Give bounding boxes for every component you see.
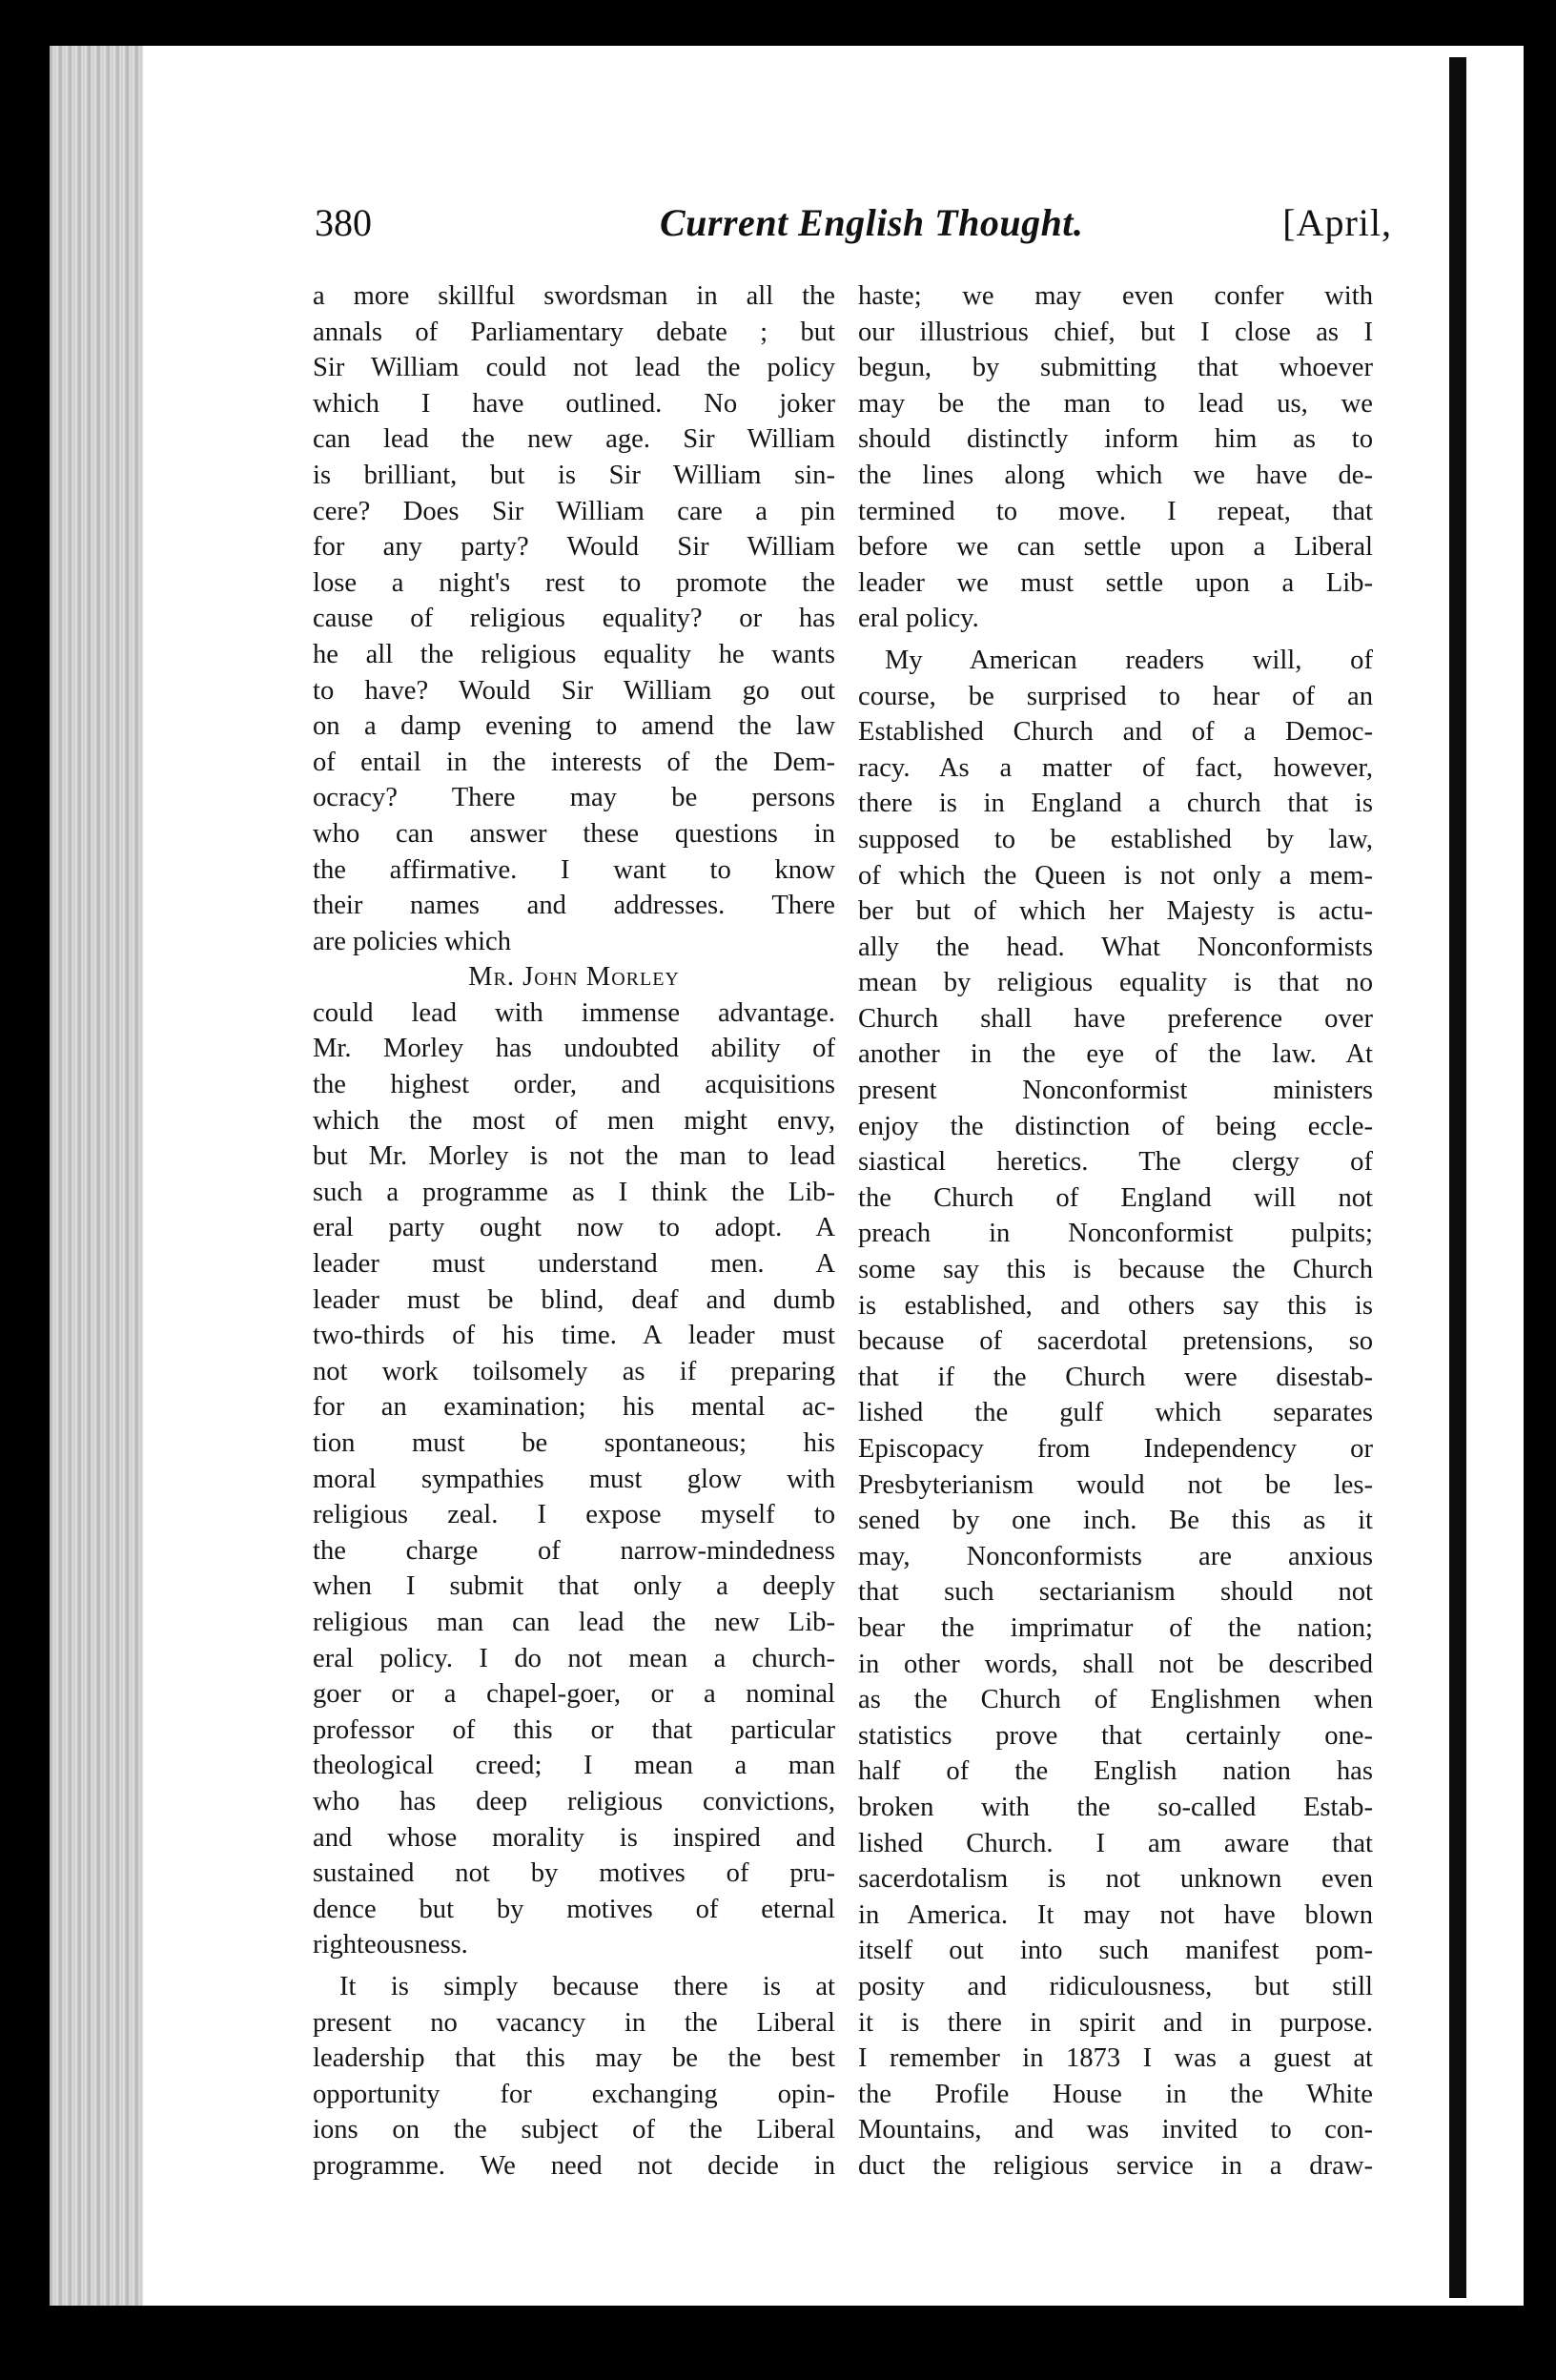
text-line: Mr. Morley has undoubted ability of (313, 1034, 835, 1064)
facing-page-edge (1466, 46, 1524, 2306)
text-line: moral sympathies must glow with (313, 1464, 835, 1494)
text-line: ions on the subject of the Liberal (313, 2115, 835, 2145)
text-line: dence but by motives of eternal (313, 1894, 835, 1924)
text-line: the charge of narrow-mindedness (313, 1535, 835, 1566)
text-line: lose a night's rest to promote the (313, 567, 835, 598)
text-line: which I have outlined. No joker (313, 388, 835, 419)
text-line: the Church of England will not (858, 1182, 1373, 1213)
text-line: but Mr. Morley is not the man to lead (313, 1141, 835, 1172)
text-line: there is in England a church that is (858, 789, 1373, 819)
text-line: the Profile House in the White (858, 2079, 1373, 2109)
text-line: the highest order, and acquisitions (313, 1070, 835, 1100)
text-line: supposed to be established by law, (858, 824, 1373, 854)
text-line: mean by religious equality is that no (858, 968, 1373, 998)
text-line: eral policy. I do not mean a church- (313, 1643, 835, 1673)
text-line: theological creed; I mean a man (313, 1751, 835, 1781)
text-line: religious zeal. I expose myself to (313, 1500, 835, 1530)
text-line: some say this is because the Church (858, 1255, 1373, 1285)
text-line: to have? Would Sir William go out (313, 675, 835, 706)
text-line: the lines along which we have de- (858, 460, 1373, 490)
text-line: who has deep religious convictions, (313, 1786, 835, 1816)
text-line: Episcopacy from Independency or (858, 1434, 1373, 1464)
running-date: [April, (1282, 201, 1392, 244)
text-line: in other words, shall not be described (858, 1649, 1373, 1679)
text-line: goer or a chapel-goer, or a nominal (313, 1679, 835, 1710)
text-line: is brilliant, but is Sir William sin- (313, 460, 835, 490)
text-line: ber but of which her Majesty is actu- (858, 896, 1373, 927)
text-line: that if the Church were disestab- (858, 1362, 1373, 1392)
text-line: lished the gulf which separates (858, 1398, 1373, 1428)
left-column (313, 278, 835, 2184)
text-line: siastical heretics. The clergy of (858, 1147, 1373, 1178)
text-line: two-thirds of his time. A leader must (313, 1321, 835, 1351)
text-line: which the most of men might envy, (313, 1105, 835, 1136)
text-line: he all the religious equality he wants (313, 639, 835, 669)
text-line: termined to move. I repeat, that (858, 496, 1373, 526)
text-line: ally the head. What Nonconformists (858, 932, 1373, 962)
text-line: when I submit that only a deeply (313, 1571, 835, 1602)
text-line: bear the imprimatur of the nation; (858, 1612, 1373, 1643)
text-line: sustained not by motives of pru- (313, 1858, 835, 1889)
text-line: half of the English nation has (858, 1756, 1373, 1787)
text-line: Sir William could not lead the policy (313, 353, 835, 383)
text-line: My American readers will, of (885, 645, 1373, 675)
text-line: tion must be spontaneous; his (313, 1428, 835, 1458)
text-line: statistics prove that certainly one- (858, 1720, 1373, 1751)
gutter-shadow (1449, 57, 1466, 2298)
text-line: a more skillful swordsman in all the (313, 281, 835, 311)
text-line: Established Church and of a Democ- (858, 717, 1373, 748)
text-line: such a programme as I think the Lib- (313, 1177, 835, 1207)
text-line: I remember in 1873 I was a guest at (858, 2043, 1373, 2074)
running-head (315, 200, 1392, 257)
text-line: eral policy. (858, 604, 979, 634)
text-line: leader must understand men. A (313, 1249, 835, 1280)
text-line: not work toilsomely as if preparing (313, 1356, 835, 1386)
text-line: for any party? Would Sir William (313, 532, 835, 563)
text-line: on a damp evening to amend the law (313, 711, 835, 742)
text-line: their names and addresses. There (313, 891, 835, 921)
text-line: itself out into such manifest pom- (858, 1936, 1373, 1966)
text-line: may be the man to lead us, we (858, 388, 1373, 419)
right-column (858, 278, 1373, 2184)
text-line: who can answer these questions in (313, 818, 835, 849)
text-line: professor of this or that particular (313, 1714, 835, 1745)
text-line: cere? Does Sir William care a pin (313, 496, 835, 526)
text-line: as the Church of Englishmen when (858, 1685, 1373, 1715)
text-line: the affirmative. I want to know (313, 854, 835, 885)
text-line: are policies which (313, 926, 512, 956)
text-line: Church shall have preference over (858, 1003, 1373, 1034)
text-line: haste; we may even confer with (858, 281, 1373, 311)
text-line: another in the eye of the law. At (858, 1039, 1373, 1070)
section-subhead: Mr. John Morley (468, 962, 680, 993)
text-line: sacerdotalism is not unknown even (858, 1864, 1373, 1895)
text-line: ocracy? There may be persons (313, 783, 835, 813)
text-line: because of sacerdotal pretensions, so (858, 1326, 1373, 1357)
text-line: present Nonconformist ministers (858, 1076, 1373, 1106)
text-line: preach in Nonconformist pulpits; (858, 1219, 1373, 1249)
text-line: and whose morality is inspired and (313, 1822, 835, 1853)
text-line: begun, by submitting that whoever (858, 353, 1373, 383)
text-line: religious man can lead the new Lib- (313, 1607, 835, 1637)
text-line: leader we must settle upon a Lib- (858, 567, 1373, 598)
text-line: It is simply because there is at (339, 1971, 835, 2001)
text-line: duct the religious service in a draw- (858, 2150, 1373, 2181)
text-line: in America. It may not have blown (858, 1899, 1373, 1930)
text-line: sened by one inch. Be this as it (858, 1506, 1373, 1536)
text-line: for an examination; his mental ac- (313, 1392, 835, 1423)
text-line: broken with the so-called Estab- (858, 1792, 1373, 1822)
text-line: opportunity for exchanging opin- (313, 2079, 835, 2109)
running-title: Current English Thought. (660, 201, 1084, 244)
text-line: posity and ridiculousness, but still (858, 1971, 1373, 2001)
text-line: righteousness. (313, 1930, 468, 1960)
text-line: it is there in spirit and in purpose. (858, 2007, 1373, 2038)
text-line: cause of religious equality? or has (313, 604, 835, 634)
text-line: can lead the new age. Sir William (313, 424, 835, 455)
text-line: present no vacancy in the Liberal (313, 2007, 835, 2038)
text-line: lished Church. I am aware that (858, 1828, 1373, 1858)
text-line: should distinctly inform him as to (858, 424, 1373, 455)
text-line: eral party ought now to adopt. A (313, 1213, 835, 1243)
page-number: 380 (315, 201, 372, 244)
text-line: racy. As a matter of fact, however, (858, 752, 1373, 783)
text-line: that such sectarianism should not (858, 1577, 1373, 1608)
text-line: annals of Parliamentary debate ; but (313, 317, 835, 347)
text-line: course, be surprised to hear of an (858, 681, 1373, 711)
text-line: could lead with immense advantage. (313, 997, 835, 1028)
text-line: Mountains, and was invited to con- (858, 2115, 1373, 2145)
text-line: before we can settle upon a Liberal (858, 532, 1373, 563)
text-line: leadership that this may be the best (313, 2043, 835, 2074)
text-line: of entail in the interests of the Dem- (313, 747, 835, 777)
text-line: programme. We need not decide in (313, 2150, 835, 2181)
text-line: leader must be blind, deaf and dumb (313, 1284, 835, 1315)
text-line: of which the Queen is not only a mem- (858, 860, 1373, 891)
text-line: may, Nonconformists are anxious (858, 1541, 1373, 1571)
text-line: is established, and others say this is (858, 1290, 1373, 1321)
text-line: our illustrious chief, but I close as I (858, 317, 1373, 347)
text-line: Presbyterianism would not be les- (858, 1469, 1373, 1500)
text-line: enjoy the distinction of being eccle- (858, 1111, 1373, 1141)
